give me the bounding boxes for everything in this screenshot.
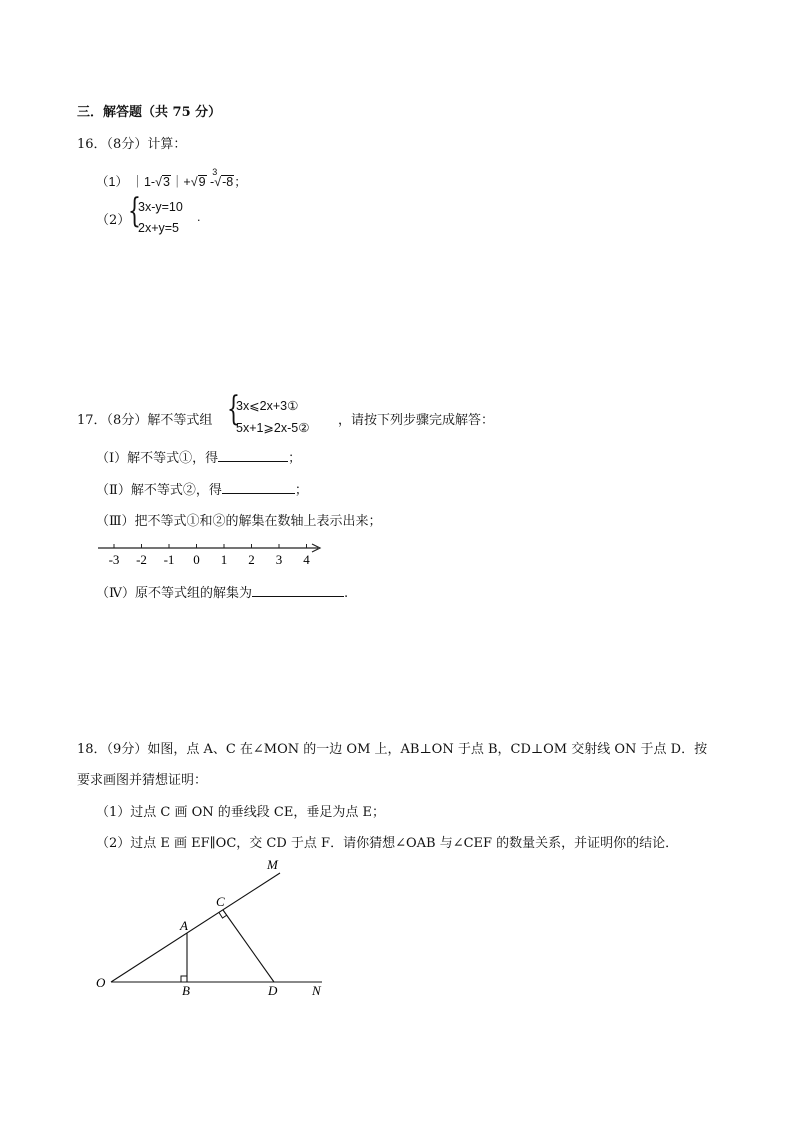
q16-part1-label: （1）: [96, 175, 128, 189]
q16-part2-label: （2）: [96, 213, 131, 228]
label-a: A: [180, 918, 188, 933]
sqrt-3: √3: [155, 175, 170, 189]
q17-stem-start: 17．（8分）解不等式组: [77, 413, 213, 428]
axis-tick-label: -1: [163, 552, 175, 567]
answer-blank-3[interactable]: [252, 596, 344, 597]
label-d: D: [268, 983, 278, 998]
brace-icon: {: [227, 389, 240, 429]
minus-sign: -: [210, 175, 215, 189]
cube-root-neg8: 3 √-8: [212, 167, 234, 189]
q18-line1: 18．（9分）如图，点 A、C 在∠MON 的一边 OM 上，AB⊥ON 于点 B，CD⊥OM 交射线 ON 于点 D．按: [77, 742, 708, 757]
q17-step1: [96, 447, 301, 466]
q16-part1-end: ；: [234, 175, 247, 189]
q18-part2: （2）过点 E 画 EF∥OC，交 CD 于点 F．请你猜想∠OAB 与∠CEF 的数量关系，并证明你的结论．: [96, 836, 679, 851]
q18-line2: 要求画图并猜想证明：: [77, 773, 208, 788]
q17-step3: （Ⅲ）把不等式①和②的解集在数轴上表示出来；: [96, 514, 382, 529]
abs-open: ｜1-: [131, 175, 156, 189]
q17-step4-text: （Ⅳ）原不等式组的解集为: [96, 586, 252, 601]
q17-ineq1: 3x⩽2x+3①: [236, 399, 299, 413]
q17-step1-text: （Ⅰ）解不等式①，得: [96, 451, 219, 466]
q17-step2: [96, 479, 308, 498]
q16-part2-end: .: [197, 210, 201, 224]
axis-tick-label: 4: [303, 552, 310, 567]
q16-stem: 16．（8分）计算：: [77, 137, 187, 152]
q16-eq2: 2x+y=5: [138, 221, 180, 235]
q16-eq1: 3x-y=10: [138, 200, 183, 214]
q17-step4: [96, 582, 348, 601]
label-c: C: [216, 894, 225, 909]
axis-tick-label: -2: [136, 552, 147, 567]
axis-tick-label: -3: [108, 552, 120, 567]
section-heading: 三．解答题（共 75 分）: [77, 105, 222, 120]
q18-part1: （1）过点 C 画 ON 的垂线段 CE，垂足为点 E；: [96, 805, 385, 820]
q17-stem-end: ，请按下列步骤完成解答：: [338, 413, 495, 428]
q17-step4-end: .: [344, 586, 349, 601]
q17-ineq2: 5x+1⩾2x-5②: [236, 421, 310, 435]
geometry-figure: [90, 850, 340, 1005]
answer-blank-1[interactable]: [218, 461, 288, 462]
right-angle-mark-b: [181, 976, 187, 982]
axis-tick-label: 3: [275, 552, 283, 567]
axis-tick-label: 1: [220, 552, 228, 567]
brace-icon: {: [128, 191, 141, 231]
q16-system: [128, 191, 208, 240]
q17-step2-end: ；: [294, 483, 308, 498]
label-o: O: [96, 975, 106, 990]
q17-step2-text: （Ⅱ）解不等式②，得: [96, 483, 222, 498]
q16-part1: [96, 167, 247, 190]
abs-close: ｜+: [170, 175, 191, 189]
label-b: B: [182, 983, 190, 998]
axis-tick-label: 0: [193, 552, 200, 567]
label-n: N: [312, 983, 321, 998]
q17-step1-end: ；: [288, 451, 302, 466]
segment-cd: [223, 910, 274, 982]
label-m: M: [267, 857, 278, 872]
q17-system: [227, 389, 337, 438]
answer-blank-2[interactable]: [222, 493, 295, 494]
number-line: [90, 538, 330, 572]
ray-om: [111, 873, 280, 982]
sqrt-9: √9: [190, 175, 206, 189]
axis-tick-label: 2: [248, 552, 255, 567]
